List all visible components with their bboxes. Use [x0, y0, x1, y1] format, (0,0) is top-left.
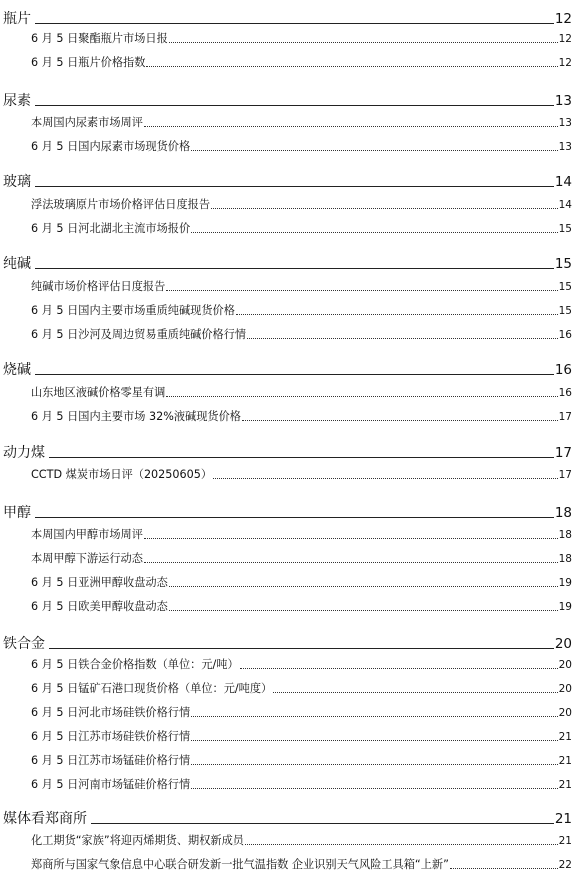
dot-leader [144, 126, 558, 127]
toc-section-heading[interactable] [0, 803, 575, 827]
dot-leader [247, 338, 558, 339]
page-number: 16 [554, 362, 572, 378]
page-number: 15 [558, 305, 572, 317]
entry-title: 浮法玻璃原片市场价格评估日度报告 [31, 198, 211, 211]
entry-title: 6 月 5 日江苏市场硅铁价格行情 [31, 730, 191, 743]
toc-entry[interactable] [0, 652, 575, 672]
section-title: 瓶片 [3, 11, 31, 27]
page-number: 20 [558, 659, 572, 671]
page-number: 17 [554, 445, 572, 461]
entry-title: 6 月 5 日沙河及周边贸易重质纯碱价格行情 [31, 328, 247, 341]
dot-leader [245, 844, 558, 845]
toc-entry[interactable] [0, 134, 575, 154]
entry-title: 本周国内甲醇市场周评 [31, 528, 143, 541]
dot-leader [242, 420, 558, 421]
page-number: 12 [558, 57, 572, 69]
leader-line [35, 268, 554, 269]
dot-leader [169, 610, 558, 611]
dot-leader [191, 232, 557, 233]
entry-title: 6 月 5 日江苏市场锰硅价格行情 [31, 754, 191, 767]
toc-section-heading[interactable] [0, 3, 575, 27]
page-number: 16 [558, 387, 572, 399]
page-number: 17 [558, 411, 572, 423]
toc-entry[interactable] [0, 828, 575, 848]
entry-title: 6 月 5 日亚洲甲醇收盘动态 [31, 576, 168, 589]
leader-line [35, 374, 554, 375]
toc-entry[interactable] [0, 748, 575, 768]
section-title: 玻璃 [3, 174, 31, 190]
entry-title: 本周国内尿素市场周评 [31, 116, 143, 129]
toc-entry[interactable] [0, 192, 575, 212]
entry-title: 山东地区液碱价格零星有调 [31, 386, 166, 399]
page-number: 14 [554, 174, 572, 190]
dot-leader [211, 208, 558, 209]
page-number: 16 [558, 329, 572, 341]
leader-line [35, 105, 554, 106]
leader-line [35, 186, 554, 187]
page-number: 21 [558, 731, 572, 743]
page-number: 18 [554, 505, 572, 521]
dot-leader [169, 586, 558, 587]
toc-entry[interactable] [0, 298, 575, 318]
dot-leader [166, 396, 557, 397]
dot-leader [191, 764, 557, 765]
leader-line [35, 517, 554, 518]
dot-leader [144, 538, 558, 539]
page-number: 17 [558, 469, 572, 481]
page-number: 20 [554, 636, 572, 652]
toc-section-heading[interactable] [0, 248, 575, 272]
section-title: 尿素 [3, 93, 31, 109]
page-number: 13 [554, 93, 572, 109]
page-number: 12 [554, 11, 572, 27]
section-title: 铁合金 [3, 636, 45, 652]
toc-entry[interactable] [0, 724, 575, 744]
dot-leader [213, 478, 558, 479]
page-number: 19 [558, 577, 572, 589]
section-title: 动力煤 [3, 445, 45, 461]
dot-leader [273, 692, 557, 693]
entry-title: 6 月 5 日河南市场锰硅价格行情 [31, 778, 191, 791]
toc-entry[interactable] [0, 700, 575, 720]
entry-title: 6 月 5 日欧美甲醇收盘动态 [31, 600, 168, 613]
entry-title: 6 月 5 日瓶片价格指数 [31, 56, 146, 69]
page-number: 21 [558, 779, 572, 791]
dot-leader [240, 668, 558, 669]
entry-title: 6 月 5 日河北市场硅铁价格行情 [31, 706, 191, 719]
page-number: 18 [558, 553, 572, 565]
toc-entry[interactable] [0, 322, 575, 342]
page-number: 20 [558, 683, 572, 695]
toc-section-heading[interactable] [0, 166, 575, 190]
toc-entry[interactable] [0, 216, 575, 236]
section-title: 甲醇 [3, 505, 31, 521]
leader-line [35, 23, 554, 24]
toc-section-heading[interactable] [0, 354, 575, 378]
entry-title: 6 月 5 日河北湖北主流市场报价 [31, 222, 191, 235]
toc-entry[interactable] [0, 852, 575, 872]
page-number: 21 [558, 835, 572, 847]
section-title: 烧碱 [3, 362, 31, 378]
toc-entry[interactable] [0, 546, 575, 566]
toc-entry[interactable] [0, 404, 575, 424]
toc-entry[interactable] [0, 110, 575, 130]
toc-entry[interactable] [0, 594, 575, 614]
entry-title: 化工期货“家族”将迎丙烯期货、期权新成员 [31, 834, 244, 847]
toc-entry[interactable] [0, 570, 575, 590]
entry-title: 6 月 5 日锰矿石港口现货价格（单位：元/吨度） [31, 682, 273, 695]
leader-line [91, 823, 554, 824]
page-number: 19 [558, 601, 572, 613]
toc-section-heading[interactable] [0, 628, 575, 652]
section-title: 媒体看郑商所 [3, 811, 87, 827]
dot-leader [169, 42, 558, 43]
page-number: 13 [558, 117, 572, 129]
entry-title: 郑商所与国家气象信息中心联合研发新一批气温指数 企业识别天气风险工具箱“上新” [31, 858, 449, 871]
entry-title: 6 月 5 日国内主要市场 32%液碱现货价格 [31, 410, 241, 423]
page-number: 13 [558, 141, 572, 153]
page-number: 15 [558, 281, 572, 293]
entry-title: 本周甲醇下游运行动态 [31, 552, 143, 565]
entry-title: 6 月 5 日国内主要市场重质纯碱现货价格 [31, 304, 235, 317]
page-number: 22 [558, 859, 572, 871]
dot-leader [191, 716, 557, 717]
entry-title: 6 月 5 日聚酯瓶片市场日报 [31, 32, 168, 45]
dot-leader [144, 562, 558, 563]
section-title: 纯碱 [3, 256, 31, 272]
toc-section-heading[interactable] [0, 497, 575, 521]
dot-leader [191, 788, 557, 789]
page-number: 15 [558, 223, 572, 235]
entry-title: CCTD 煤炭市场日评（20250605） [31, 468, 213, 481]
page-number: 18 [558, 529, 572, 541]
dot-leader [166, 290, 557, 291]
page-number: 14 [558, 199, 572, 211]
entry-title: 6 月 5 日国内尿素市场现货价格 [31, 140, 191, 153]
toc-entry[interactable] [0, 522, 575, 542]
page-number: 20 [558, 707, 572, 719]
dot-leader [191, 740, 557, 741]
dot-leader [146, 66, 557, 67]
dot-leader [191, 150, 557, 151]
page-number: 12 [558, 33, 572, 45]
toc-section-heading[interactable] [0, 85, 575, 109]
toc-entry[interactable] [0, 380, 575, 400]
leader-line [49, 648, 554, 649]
toc-entry[interactable] [0, 50, 575, 70]
leader-line [49, 457, 554, 458]
toc-entry[interactable] [0, 462, 575, 482]
page-number: 15 [554, 256, 572, 272]
entry-title: 纯碱市场价格评估日度报告 [31, 280, 166, 293]
toc-entry[interactable] [0, 26, 575, 46]
toc-entry[interactable] [0, 772, 575, 792]
page-number: 21 [558, 755, 572, 767]
dot-leader [236, 314, 558, 315]
page-number: 21 [554, 811, 572, 827]
toc-entry[interactable] [0, 274, 575, 294]
entry-title: 6 月 5 日铁合金价格指数（单位：元/吨） [31, 658, 239, 671]
toc-section-heading[interactable] [0, 437, 575, 461]
toc-entry[interactable] [0, 676, 575, 696]
